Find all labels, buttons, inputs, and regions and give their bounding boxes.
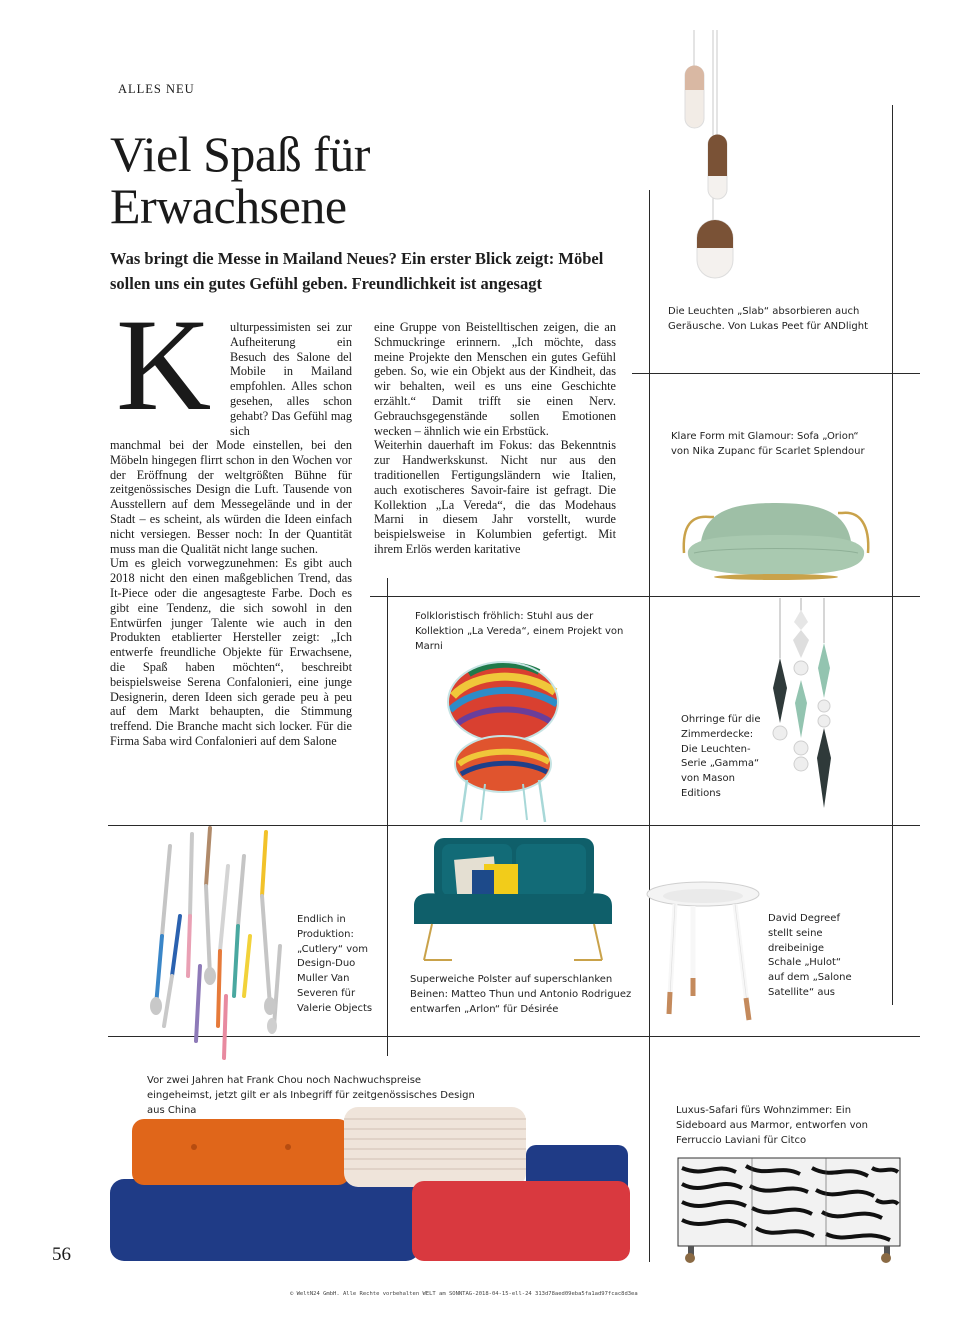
gamma-lamps-image <box>768 598 838 813</box>
drop-cap: K <box>116 291 212 438</box>
article-col1-top: ulturpessimisten sei zur Aufheiterung ein Besuch des Salone del Mobile in Mailand empfohlen. Alles schon gesehen, alles schon gehabt? Das Gefühl mag sich <box>230 320 352 438</box>
chou-sofa-image <box>108 1105 633 1263</box>
caption-hulot: David Degreef stellt seine dreibeinige Schale „Hulot“ auf dem „Salone Satellite“ aus <box>768 913 852 998</box>
section-kicker: ALLES NEU <box>118 82 195 96</box>
caption-chou: Vor zwei Jahren hat Frank Chou noch Nachwuchspreise eingeheimst, jetzt gilt er als Inbegriff für zeitgenössisches Design aus China <box>147 1075 475 1116</box>
title-line-2: Erwachsene <box>110 178 347 234</box>
caption-slab: Die Leuchten „Slab“ absorbieren auch Geräusche. Von Lukas Peet für ANDlight <box>668 306 869 332</box>
cutlery-image <box>140 826 300 1058</box>
vereda-chair-image <box>445 652 560 824</box>
grid-line <box>387 578 388 1056</box>
caption-orion: Klare Form mit Glamour: Sofa „Orion“ von Nika Zupanc für Scarlet Splendour <box>671 431 865 457</box>
safari-sideboard-image <box>676 1156 902 1266</box>
copyright-footer: © WeltN24 GmbH. Alle Rechte vorbehalten WELT am SONNTAG-2018-04-15-ell-24 313d78aed09eba5fa1ad97fcac8d3ea <box>290 1291 638 1297</box>
article-col1-p2: Um es gleich vorwegzunehmen: Es gibt auch 2018 nicht den einen maßgeblichen Trend, das It-Piece oder die angesagteste Farbe. Doch es gibt eine Tendenz, die sich sowohl in den Entwürfen junger Talente wie auch in den Produkten etablierter Hersteller zeigt: „Ich entwerfe freundliche Objekte für Erwachsene, die Spaß haben möchten“, beschreibt beispielsweise Serena Confalonieri, eine junge Designerin, deren Ideen sich gerade peu à peu auf dem Markt behaupten, die Stimmung treffend. Die Branche macht sich locker. Für die Firma Saba wird Confalonieri auf dem Salone <box>110 556 352 748</box>
caption-vereda: Folkloristisch fröhlich: Stuhl aus der Kollektion „La Vereda“, einem Projekt von Marni <box>415 611 624 652</box>
subhead: Was bringt die Messe in Mailand Neues? Ein erster Blick zeigt: Möbel sollen uns ein gutes Gefühl geben. Freundlichkeit ist angesagt <box>110 249 604 293</box>
caption-cutlery: Endlich in Produktion: „Cutlery“ vom Design-Duo Muller Van Severen für Valerie Objects <box>297 914 373 1014</box>
caption-gamma: Ohrringe für die Zimmerdecke: Die Leuchten-Serie „Gamma“ von Mason Editions <box>681 714 761 799</box>
caption-safari: Luxus-Safari fürs Wohnzimmer: Ein Sideboard aus Marmor, entworfen von Ferruccio Laviani für Citco <box>676 1105 868 1146</box>
hulot-table-image <box>645 880 763 1022</box>
article-col2 <box>374 320 616 557</box>
slab-lamps-image <box>680 30 750 290</box>
grid-line <box>892 105 893 1005</box>
page-number: 56 <box>52 1244 71 1265</box>
article-col1 <box>110 438 352 749</box>
article-col2-p2: Weiterhin dauerhaft im Fokus: das Bekenntnis zur Handwerkskunst. Nicht nur aus den traditionellen Fertigungsländern wie Italien, auch exotischeres Savoir-faire ist gefragt. Die Kollektion „La Vereda“, die das Modehaus Marni in diesem Jahr vorstellt, wurde beispielsweise in Kolumbien gefertigt. Mit ihrem Erlös werden karitative <box>374 438 616 556</box>
article-col2-p1: eine Gruppe von Beistelltischen zeigen, die an Schmuckringe erinnern. „Ich möchte, dass meine Projekte den Menschen ein gutes Gefühl geben. So, wie ein Objekt aus der Kindheit, das wir behalten, weil es uns eine Geschichte erzählt.“ Damit trifft sie einen Nerv. Gebrauchsgegenstände sollen Emotionen wecken – ähnlich wie ein Erbstück. <box>374 320 616 438</box>
page-title <box>110 128 630 232</box>
grid-line <box>649 190 650 1262</box>
article-col1-bottom: manchmal bei der Mode einstellen, bei den Möbeln hingegen flirrt schon in den Wochen vor der Eröffnung der weltgrößten Bühne für zeitgenössisches Design die Luft. Tausende von Ausstellern auf dem Messegelände und in der Stadt – es scheint, als würden die Ideen einfach nicht versiegen. Besser noch: In der Quantität muss man die Qualität nicht lange suchen. <box>110 438 352 556</box>
grid-line <box>632 373 920 374</box>
grid-line <box>370 596 920 597</box>
orion-sofa-image <box>678 495 873 585</box>
arlon-sofa-image <box>412 836 614 968</box>
caption-arlon: Superweiche Polster auf superschlanken Beinen: Matteo Thun und Antonio Rodriguez entwarfen „Arlon“ für Désirée <box>410 974 632 1015</box>
title-line-1: Viel Spaß für <box>110 126 370 182</box>
